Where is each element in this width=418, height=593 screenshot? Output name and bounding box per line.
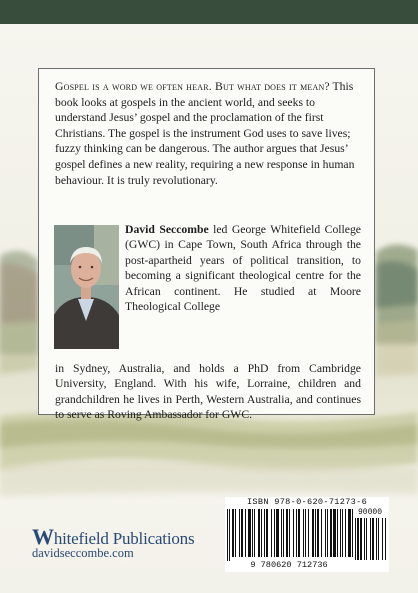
ean-barcode-bars [227,509,353,561]
description-body: This book looks at gospels in the ancient world, and seeks to understand Jesus’ gospel and the proclamation of the first Christians. The gospel is the instrument God uses to save lives; fuzzy thinking can be dangerous. The author argues that Jesus’ gospel defines a new reality, requiring a new response in human behaviour. It is truly revolutionary. [55,80,355,187]
book-description [55,79,360,188]
description-lead: Gospel is a word we often hear. But what does it mean? [55,80,330,93]
author-portrait-image [54,225,119,349]
top-color-band [0,0,418,24]
author-bio-text: led George Whitefield College (GWC) in Cape Town, South Africa through the post-apartheid years of political transition, to becoming a significant theological centre for the African continent. He studied at Moore Theological College [125,223,361,314]
addon-barcode-bars [355,518,387,560]
isbn-barcode [225,497,389,572]
author-bio-top [125,222,361,314]
isbn-label: ISBN 978-0-620-71273-6 [246,497,368,507]
ean-number: 9 780620 712736 [250,560,328,570]
author-website: davidseccombe.com [32,546,134,560]
author-name: David Seccombe [125,223,209,236]
author-photo [54,225,119,349]
author-bio-bottom: in Sydney, Australia, and holds a PhD from Cambridge University, England. With his wife, Lorraine, children and grandchildren he lives in Perth, Western Australia, and continues to serve as Roving Ambassador for GWC. [55,362,361,422]
text-panel [38,68,375,422]
barcode-addon-number: 90000 [357,508,382,517]
logo-text: hitefield Publications [53,529,195,548]
logo-initial: W [32,524,54,549]
